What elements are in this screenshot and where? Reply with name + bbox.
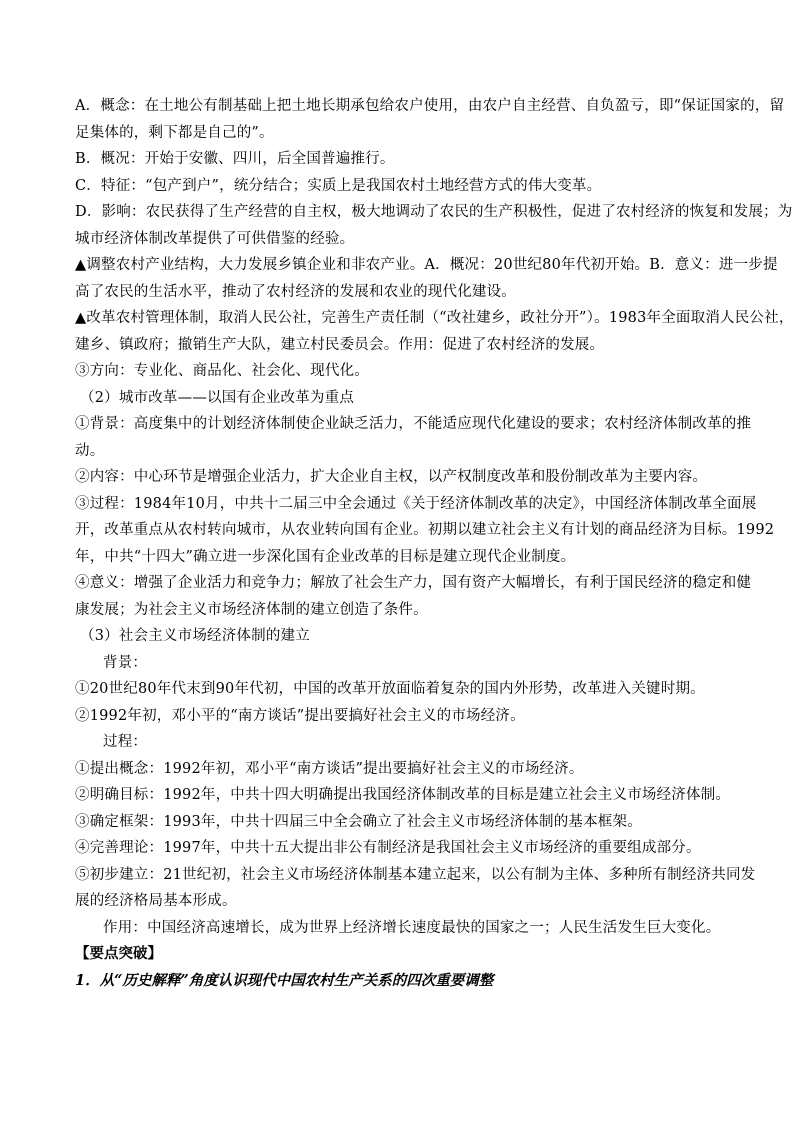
text-line: ①提出概念：1992年初，邓小平“南方谈话”提出要搞好社会主义的市场经济。: [75, 760, 584, 777]
text-line: ④意义：增强了企业活力和竞争力；解放了社会生产力，国有资产大幅增长，有利于国民经济的稳定和健: [75, 575, 752, 591]
text-line: ④完善理论：1997年，中共十五大提出非公有制经济是我国社会主义市场经济的重要组成部分。: [75, 840, 701, 856]
text-line: A．概念：在土地公有制基础上把土地长期承包给农户使用，由农户自主经营、自负盈亏，即“保证国家的，留: [75, 98, 785, 114]
document-body: [75, 93, 794, 994]
text-line: ③方向：专业化、商品化、社会化、现代化。: [75, 363, 369, 379]
section-heading: 【要点突破】: [75, 945, 162, 962]
text-line: 开，改革重点从农村转向城市，从农业转向国有企业。初期以建立社会主义有计划的商品经济为目标。1992: [75, 522, 775, 538]
text-line: ▲调整农村产业结构，大力发展乡镇企业和非农产业。A．概况：20世纪80年代初开始。B．意义：进一步提: [75, 257, 778, 273]
text-line: 动。: [75, 442, 105, 459]
text-line: ②1992年初，邓小平的“南方谈话”提出要搞好社会主义的市场经济。: [75, 707, 525, 724]
text-line: ①背景：高度集中的计划经济体制使企业缺乏活力，不能适应现代化建设的要求；农村经济体制改革的推: [75, 416, 752, 432]
text-line: 康发展；为社会主义市场经济体制的建立创造了条件。: [75, 601, 428, 618]
text-line: ▲改革农村管理体制，取消人民公社，完善生产责任制（“改社建乡，政社分开”）。1983年全面取消人民公社，: [75, 310, 794, 326]
text-line: 背景：: [103, 654, 148, 671]
text-line: C．特征：“包产到户”，统分结合；实质上是我国农村土地经营方式的伟大变革。: [75, 177, 602, 194]
point-title: 1．从“历史解释”角度认识现代中国农村生产关系的四次重要调整: [75, 971, 494, 989]
text-line: 展的经济格局基本形成。: [75, 893, 237, 909]
text-line: ⑤初步建立：21世纪初，社会主义市场经济体制基本建立起来，以公有制为主体、多种所有制经济共同发: [75, 866, 756, 883]
text-line: 建乡、镇政府；撤销生产大队，建立村民委员会。作用：促进了农村经济的发展。: [75, 336, 605, 353]
text-line: 过程：: [103, 734, 148, 750]
text-line: 足集体的，剩下都是自己的”。: [75, 124, 274, 141]
text-line: ③过程：1984年10月，中共十二届三中全会通过《关于经济体制改革的决定》，中国经济体制改革全面展: [75, 495, 757, 512]
subsection-heading: （3）社会主义市场经济体制的建立: [80, 628, 310, 644]
subsection-heading: （2）城市改革——以国有企业改革为重点: [80, 389, 355, 406]
text-line: 高了农民的生活水平，推动了农村经济的发展和农业的现代化建设。: [75, 283, 516, 300]
text-line: ①20世纪80年代末到90年代初，中国的改革开放面临着复杂的国内外形势，改革进入关键时期。: [75, 681, 705, 697]
text-line: ②明确目标：1992年，中共十四大明确提出我国经济体制改革的目标是建立社会主义市场经济体制。: [75, 787, 731, 803]
text-line: ③确定框架：1993年，中共十四届三中全会确立了社会主义市场经济体制的基本框架。: [75, 813, 642, 830]
text-line: ②内容：中心环节是增强企业活力，扩大企业自主权，以产权制度改革和股份制改革为主要内容。: [75, 469, 708, 485]
text-line: 城市经济体制改革提供了可供借鉴的经验。: [75, 230, 355, 247]
text-line: D．影响：农民获得了生产经营的自主权，极大地调动了农民的生产积极性，促进了农村经济的恢复和发展；为: [75, 204, 793, 220]
text-line: 年，中共“十四大”确立进一步深化国有企业改革的目标是建立现代企业制度。: [75, 548, 576, 565]
text-line: 作用：中国经济高速增长，成为世界上经济增长速度最快的国家之一；人民生活发生巨大变化。: [103, 919, 721, 936]
text-line: B．概况：开始于安徽、四川，后全国普遍推行。: [75, 151, 395, 167]
